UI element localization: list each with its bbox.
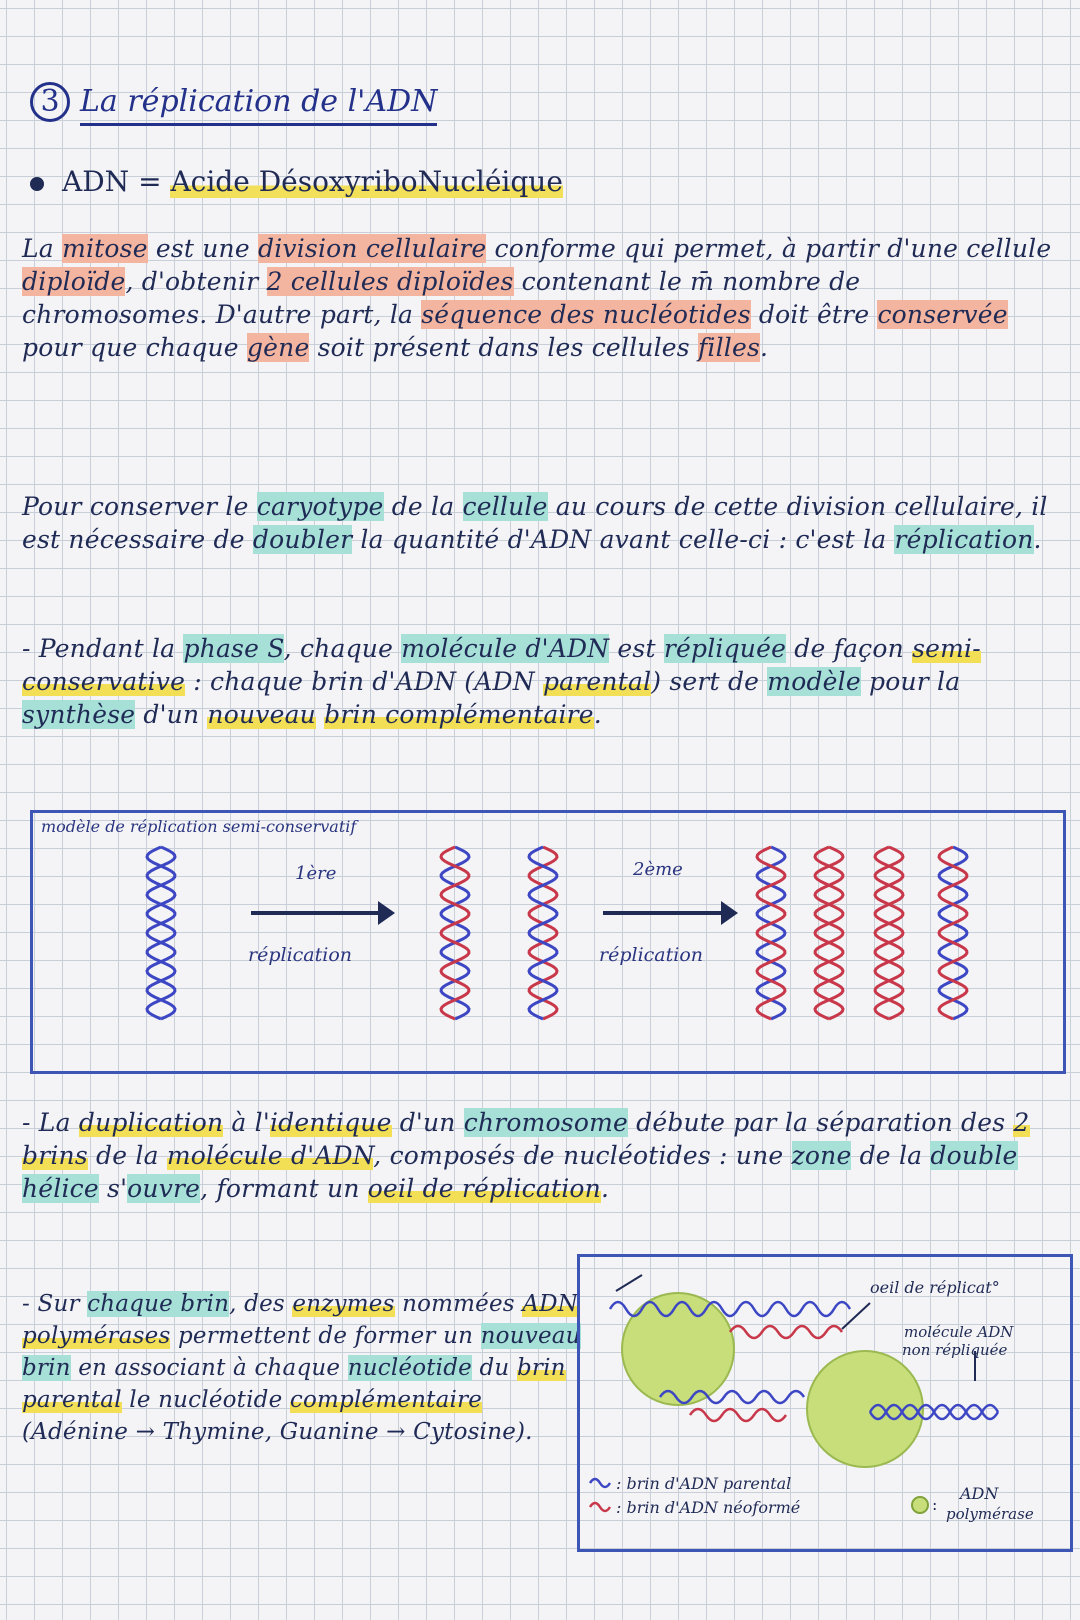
legend-red-icon (590, 1503, 610, 1511)
text-run: le nucléotide (121, 1387, 290, 1413)
semi-conservative-diagram (30, 810, 1066, 1074)
text-run: . (760, 333, 769, 362)
text-run: , composés de nucléotides : une (373, 1141, 792, 1170)
text-run: oeil de réplication (367, 1174, 601, 1203)
text-run: (Adénine → Thymine, Guanine → Cytosine). (22, 1419, 533, 1445)
text-run: identique (269, 1108, 392, 1137)
text-run: nucléotide (347, 1355, 472, 1381)
legend-blue-icon (590, 1479, 610, 1487)
helix-5-strand-2 (815, 847, 843, 1019)
text-run: molécule d'ADN (166, 1141, 374, 1170)
text-run: au cours de cette division cellulaire, il est nécessaire de (22, 492, 1048, 554)
label-molecule-1: molécule ADN (904, 1323, 1014, 1341)
text-run: parental (542, 667, 652, 696)
helix-4-strand-1 (757, 847, 785, 1019)
legend-polymerase-1: ADN (960, 1484, 999, 1503)
text-run: gène (246, 333, 310, 362)
helix-2-strand-1 (441, 847, 469, 1019)
eye-canvas (580, 1257, 1070, 1549)
definition-expansion: Acide DésoxyriboNucléique (170, 165, 563, 198)
helix-7-strand-2 (939, 847, 967, 1019)
text-run: ) sert de (651, 667, 768, 696)
helix-6-strand-2 (875, 847, 903, 1019)
text-run: . (1033, 525, 1042, 554)
polymerase-1 (622, 1293, 734, 1405)
text-run: zone (791, 1141, 852, 1170)
replication-eye-diagram (577, 1254, 1073, 1552)
definition-sep: = (129, 165, 171, 198)
text-run: complémentaire (289, 1387, 483, 1413)
text-run: division cellulaire (258, 234, 487, 263)
definition-line (30, 165, 563, 198)
legend-new: : brin d'ADN néoformé (616, 1498, 801, 1517)
text-run: permettent de former un (170, 1323, 481, 1349)
arrow-1-bottom-label: réplication (248, 944, 352, 966)
helix-5-strand-1 (815, 847, 843, 1019)
text-run: La (22, 234, 63, 263)
label-molecule-2: non répliquée (902, 1341, 1008, 1359)
new-strand-bottom (690, 1409, 786, 1421)
arrow-2-bottom-label: réplication (599, 944, 703, 966)
bullet-icon (30, 177, 44, 191)
text-run: est une (147, 234, 258, 263)
helix-1-strand-1 (147, 847, 175, 1019)
text-run: mitose (62, 234, 148, 263)
text-run: de la (87, 1141, 167, 1170)
arrow-1-head (378, 901, 395, 925)
text-run: duplication (78, 1108, 224, 1137)
paragraph-mitosis (22, 232, 1052, 364)
text-run: réplication (894, 525, 1034, 554)
text-run: , chaque (283, 634, 402, 663)
text-run: de façon (786, 634, 913, 663)
paragraph-polymerase (22, 1288, 582, 1448)
text-run: brin parental (22, 1355, 566, 1413)
pointer-left (616, 1275, 642, 1291)
text-run: . (593, 700, 602, 729)
text-run: 2 brins (22, 1108, 1030, 1170)
text-run: synthèse (22, 700, 136, 729)
text-run: Pour conserver le (22, 492, 257, 521)
text-run: filles (697, 333, 761, 362)
text-run: doit être (750, 300, 878, 329)
text-run: du (471, 1355, 517, 1381)
text-run: soit présent dans les cellules (309, 333, 698, 362)
text-run: caryotype (256, 492, 384, 521)
text-run: séquence des nucléotides (421, 300, 751, 329)
text-run: pour que chaque (22, 333, 247, 362)
text-run: molécule d'ADN (401, 634, 610, 663)
text-run: chaque brin (87, 1291, 230, 1317)
text-run: nommées (394, 1291, 523, 1317)
text-run: enzymes (292, 1291, 395, 1317)
text-run: phase S (183, 634, 284, 663)
helix-6-strand-1 (875, 847, 903, 1019)
text-run: est (609, 634, 664, 663)
pointer-eye (842, 1303, 870, 1329)
label-eye: oeil de réplicat° (870, 1278, 1000, 1297)
section-number: 3 (30, 82, 70, 122)
text-run: , des (229, 1291, 293, 1317)
legend-polymerase-icon (912, 1497, 928, 1513)
text-run: répliquée (663, 634, 787, 663)
text-run: - Sur (22, 1291, 88, 1317)
text-run: semi-conservative (22, 634, 981, 696)
arrow-2-top-label: 2ème (633, 859, 683, 880)
arrow-1-top-label: 1ère (295, 863, 337, 884)
helix-2-strand-2 (441, 847, 469, 1019)
text-run: d'un (391, 1108, 464, 1137)
text-run (316, 700, 324, 729)
text-run: : chaque brin d'ADN (ADN (185, 667, 543, 696)
text-run: de la (383, 492, 463, 521)
paragraph-caryotype (22, 490, 1052, 556)
text-run: conservée (877, 300, 1008, 329)
title-text: La réplication de l'ADN (80, 84, 437, 126)
helix-3-strand-2 (529, 847, 557, 1019)
text-run: - Pendant la (22, 634, 184, 663)
helix-7-strand-1 (939, 847, 967, 1019)
polymerase-2 (807, 1351, 923, 1467)
text-run: double hélice (22, 1141, 1018, 1203)
text-run: de la (851, 1141, 931, 1170)
diagram-label: modèle de réplication semi-conservatif (41, 817, 357, 836)
text-run: 2 cellules diploïdes (266, 267, 514, 296)
definition-term: ADN (62, 165, 130, 198)
new-strand-top (730, 1326, 842, 1338)
text-run: en associant à chaque (70, 1355, 348, 1381)
text-run: ouvre (127, 1174, 201, 1203)
helix-1-strand-2 (147, 847, 175, 1019)
text-run: la quantité d'ADN avant celle-ci : c'est la (352, 525, 895, 554)
text-run: doubler (252, 525, 353, 554)
text-run: , formant un (200, 1174, 368, 1203)
paragraph-phase-s (22, 632, 1052, 731)
text-run: à l' (223, 1108, 270, 1137)
page-title (30, 82, 437, 122)
helix-4-strand-2 (757, 847, 785, 1019)
text-run: brin complémentaire (324, 700, 594, 729)
helix-3-strand-1 (529, 847, 557, 1019)
text-run: , d'obtenir (125, 267, 267, 296)
text-run: ADN polymérases (22, 1291, 579, 1349)
text-run: chromosome (463, 1108, 628, 1137)
text-run: nouveau brin (22, 1323, 581, 1381)
text-run: diploïde (22, 267, 126, 296)
helix-canvas (33, 813, 1063, 1071)
text-run: pour la (860, 667, 961, 696)
text-run: s' (98, 1174, 128, 1203)
text-run: nouveau (207, 700, 316, 729)
text-run: débute par la séparation des (628, 1108, 1014, 1137)
legend-polymerase-2: polymérase (946, 1505, 1034, 1523)
text-run: modèle (767, 667, 861, 696)
arrow-2-head (721, 901, 738, 925)
text-run: conforme qui permet, à partir d'une cellule (486, 234, 1052, 263)
text-run: contenant le m̄ nombre de chromosomes. D'autre part, la (22, 267, 861, 329)
legend-colon: : (932, 1495, 938, 1514)
text-run: . (600, 1174, 610, 1203)
legend-parental: : brin d'ADN parental (616, 1474, 792, 1493)
text-run: - La (22, 1108, 79, 1137)
text-run: d'un (135, 700, 208, 729)
text-run: cellule (462, 492, 548, 521)
paragraph-duplication (22, 1106, 1052, 1205)
